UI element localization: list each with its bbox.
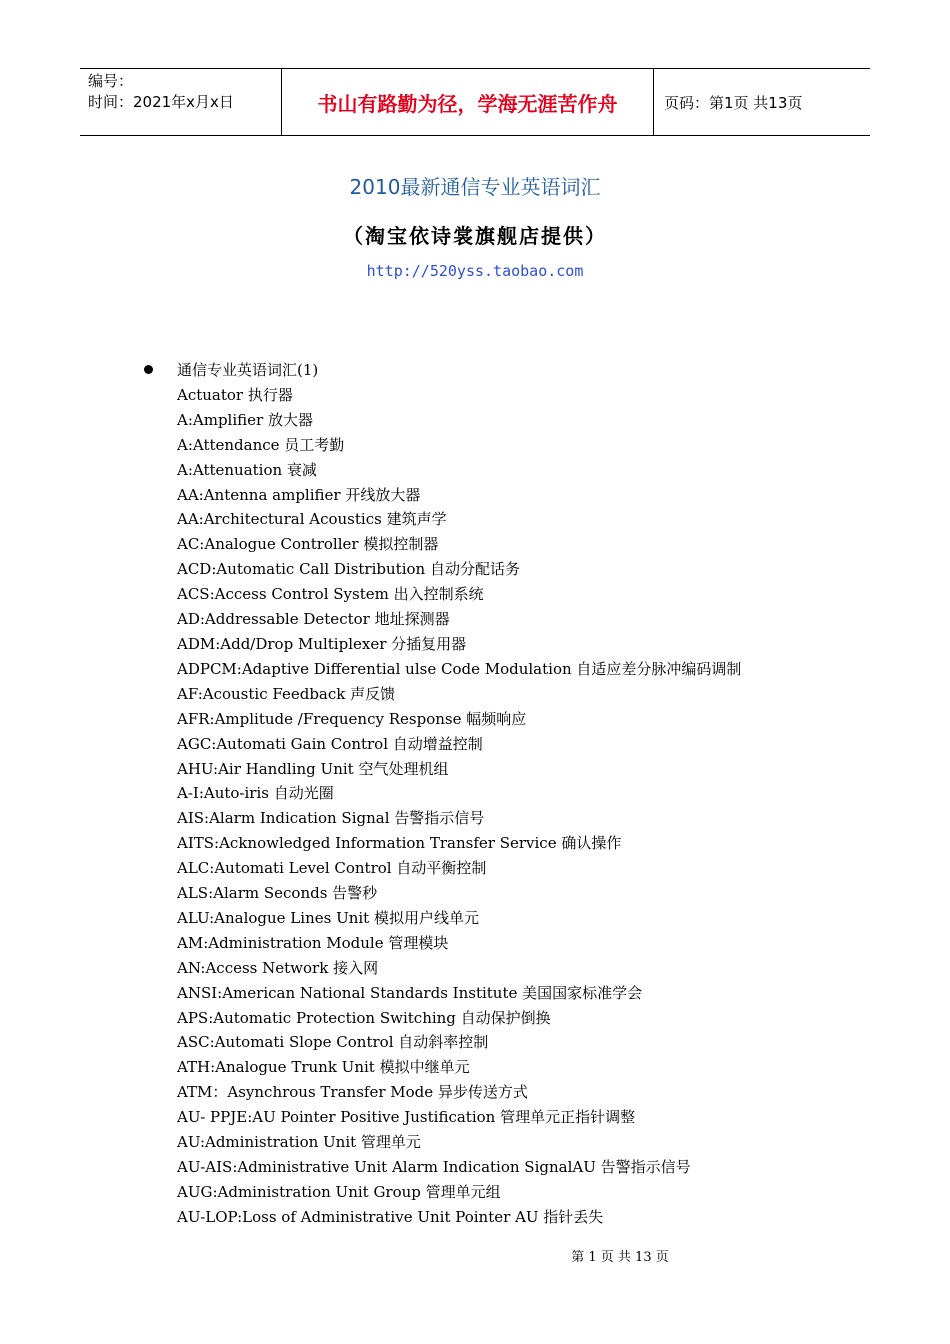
- list-item: ALU:Analogue Lines Unit 模拟用户线单元: [177, 908, 479, 927]
- list-item: ADPCM:Adaptive Differential ulse Code Modulation 自适应差分脉冲编码调制: [177, 659, 742, 678]
- list-item: AF:Acoustic Feedback 声反馈: [177, 684, 396, 703]
- header-date: 时间：2021年x月x日: [88, 93, 234, 111]
- list-item: AIS:Alarm Indication Signal 告警指示信号: [177, 809, 485, 828]
- list-item: A:Amplifier 放大器: [177, 410, 313, 429]
- page-footer: 第 1 页 共 13 页: [571, 1250, 669, 1265]
- list-item: ALC:Automati Level Control 自动平衡控制: [177, 859, 487, 878]
- list-item: ANSI:American National Standards Institute 美国国家标准学会: [177, 983, 643, 1002]
- list-item: AM:Administration Module 管理模块: [177, 933, 449, 952]
- list-item: AUG:Administration Unit Group 管理单元组: [177, 1182, 501, 1201]
- list-item: A:Attendance 员工考勤: [177, 435, 345, 454]
- list-item: ACS:Access Control System 出入控制系统: [177, 585, 484, 604]
- list-item: AITS:Acknowledged Information Transfer Service 确认操作: [177, 834, 622, 853]
- header-page-info: 页码：第1页 共13页: [664, 93, 803, 112]
- glossary-list: [177, 358, 741, 1230]
- list-item: AA:Architectural Acoustics 建筑声学: [177, 510, 447, 529]
- list-item: A:Attenuation 衰减: [177, 460, 317, 479]
- list-item: A-I:Auto-iris 自动光圈: [177, 784, 334, 803]
- list-item: AU-LOP:Loss of Administrative Unit Pointer AU 指针丢失: [177, 1207, 604, 1226]
- list-item: Actuator 执行器: [177, 385, 293, 404]
- list-item: AU- PPJE:AU Pointer Positive Justification 管理单元正指针调整: [177, 1108, 636, 1127]
- list-item: ACD:Automatic Call Distribution 自动分配话务: [177, 560, 520, 579]
- list-item: ASC:Automati Slope Control 自动斜率控制: [177, 1033, 489, 1052]
- header-meta: [80, 69, 281, 135]
- list-item: AFR:Amplitude /Frequency Response 幅频响应: [177, 709, 527, 728]
- list-item: ATM：Asynchrous Transfer Mode 异步传送方式: [177, 1083, 528, 1102]
- header-motto: 书山有路勤为径，学海无涯苦作舟: [281, 69, 654, 135]
- list-item: ATH:Analogue Trunk Unit 模拟中继单元: [177, 1058, 470, 1077]
- list-item: APS:Automatic Protection Switching 自动保护倒换: [177, 1008, 551, 1027]
- list-item: AU-AIS:Administrative Unit Alarm Indication SignalAU 告警指示信号: [177, 1158, 691, 1176]
- list-item: ADM:Add/Drop Multiplexer 分插复用器: [177, 634, 467, 653]
- list-item: AN:Access Network 接入网: [177, 958, 379, 977]
- list-item: AU:Administration Unit 管理单元: [177, 1133, 421, 1152]
- store-link[interactable]: http://520yss.taobao.com: [366, 262, 584, 280]
- list-item: AC:Analogue Controller 模拟控制器: [177, 535, 439, 554]
- list-item: AHU:Air Handling Unit 空气处理机组: [177, 759, 449, 778]
- page-header: [80, 68, 870, 136]
- document-subtitle: （淘宝依诗裳旗舰店提供）: [343, 224, 607, 248]
- header-number: 编号：: [88, 72, 134, 90]
- bullet-icon: [144, 365, 153, 374]
- list-item: ALS:Alarm Seconds 告警秒: [177, 884, 378, 903]
- document-title: 2010最新通信专业英语词汇: [349, 175, 601, 199]
- list-item: AD:Addressable Detector 地址探测器: [177, 610, 450, 629]
- list-item: 通信专业英语词汇(1): [177, 361, 319, 379]
- list-item: AGC:Automati Gain Control 自动增益控制: [177, 734, 483, 753]
- list-item: AA:Antenna amplifier 开线放大器: [177, 485, 421, 504]
